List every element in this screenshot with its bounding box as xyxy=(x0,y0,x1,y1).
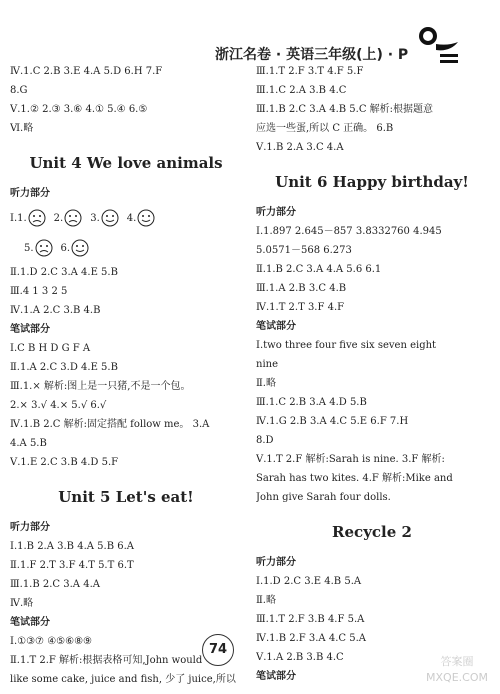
face-number: 4. xyxy=(126,212,137,224)
recycle2-title: Recycle 2 xyxy=(332,523,412,541)
header-title: 浙江名卷 · 英语三年级(上) · P xyxy=(215,47,409,63)
watermark: 答案圈 MXQE.COM xyxy=(426,655,488,684)
answer-line: Ⅲ.1.T 2.F 3.B 4.F 5.A xyxy=(256,614,365,625)
answer-line: Ⅰ.C B H D G F A xyxy=(10,343,91,354)
answer-line: 8.G xyxy=(10,85,28,96)
answer-line: John give Sarah four dolls. xyxy=(256,492,391,503)
answer-line: Ⅳ.1.G 2.B 3.A 4.C 5.E 6.F 7.H xyxy=(256,416,409,427)
answer-line: like some cake, juice and fish, 少了 juice,所以 xyxy=(10,674,236,685)
unit4-title: Unit 4 We love animals xyxy=(29,154,223,172)
happy-face-icon xyxy=(101,209,119,227)
answer-line: Ⅲ.1.B 2.C 3.A 4.A xyxy=(10,579,100,590)
answer-line: Ⅱ.1.D 2.C 3.A 4.E 5.B xyxy=(10,267,118,278)
answer-line: 应选一些蛋,所以 C 正确。 6.B xyxy=(256,123,394,134)
sad-face-icon xyxy=(64,209,82,227)
answer-line: Ⅰ.1.B 2.A 3.B 4.A 5.B 6.A xyxy=(10,541,134,552)
face-answer xyxy=(61,239,90,258)
page-number: 74 xyxy=(202,634,234,666)
answer-line: Ⅲ.1.C 2.B 3.A 4.D 5.B xyxy=(256,397,367,408)
answer-line: Ⅰ.①③⑦ ④⑤⑥⑧⑨ xyxy=(10,636,93,647)
answer-line: Ⅳ.1.B 2.F 3.A 4.C 5.A xyxy=(256,633,366,644)
answer-line: Ⅴ.1.E 2.C 3.B 4.D 5.F xyxy=(10,457,119,468)
sad-face-icon xyxy=(28,209,46,227)
answer-line: Ⅵ.略 xyxy=(10,123,34,134)
answer-line: Sarah has two kites. 4.F 解析:Mike and xyxy=(256,473,453,484)
answer-line: Ⅴ.1.B 2.A 3.C 4.A xyxy=(256,142,344,153)
unit6-title: Unit 6 Happy birthday! xyxy=(275,173,469,191)
answer-line: Ⅰ.1.897 2.645－857 3.8332760 4.945 xyxy=(256,226,442,237)
face-answer xyxy=(54,209,83,228)
written-label: 笔试部分 xyxy=(10,617,50,628)
face-answer xyxy=(90,209,119,228)
listening-label: 听力部分 xyxy=(256,207,296,218)
face-number: 6. xyxy=(60,242,71,254)
answer-line: Ⅴ.1.T 2.F 解析:Sarah is nine. 3.F 解析: xyxy=(256,454,445,465)
answer-line: Ⅳ.略 xyxy=(10,598,34,609)
answer-line: Ⅳ.1.T 2.T 3.F 4.F xyxy=(256,302,345,313)
answer-line: Ⅱ.略 xyxy=(256,595,276,606)
face-number: 3. xyxy=(90,212,100,224)
happy-face-icon xyxy=(71,239,89,257)
sad-face-icon xyxy=(35,239,53,257)
answer-line: 8.D xyxy=(256,435,274,446)
face-number: 2. xyxy=(53,212,64,224)
answer-line: Ⅱ.1.F 2.T 3.F 4.T 5.T 6.T xyxy=(10,560,134,571)
answer-line: Ⅳ.1.A 2.C 3.B 4.B xyxy=(10,305,101,316)
answer-line: Ⅳ.1.B 2.C 解析:固定搭配 follow me。 3.A xyxy=(10,419,210,430)
answer-line: Ⅲ.1.A 2.B 3.C 4.B xyxy=(256,283,347,294)
answer-line: Ⅰ.1.D 2.C 3.E 4.B 5.A xyxy=(256,576,362,587)
written-label: 笔试部分 xyxy=(256,671,296,682)
answer-line: Ⅱ.1.T 2.F 解析:根据表格可知,John would xyxy=(10,655,203,666)
unit5-title: Unit 5 Let's eat! xyxy=(58,488,194,506)
answer-line: Ⅱ.略 xyxy=(256,378,276,389)
answer-line: 5.0571－568 6.273 xyxy=(256,245,352,256)
written-label: 笔试部分 xyxy=(10,324,50,335)
answer-line: Ⅱ.1.B 2.C 3.A 4.A 5.6 6.1 xyxy=(256,264,382,275)
face-answer xyxy=(127,209,156,228)
right-column xyxy=(256,62,488,686)
written-label: 笔试部分 xyxy=(256,321,296,332)
answer-line: Ⅴ.1.② 2.③ 3.⑥ 4.① 5.④ 6.⑤ xyxy=(10,104,148,115)
happy-face-icon xyxy=(137,209,155,227)
face-number: 5. xyxy=(24,242,34,254)
listening-label: 听力部分 xyxy=(10,522,50,533)
answer-line: Ⅱ.1.A 2.C 3.D 4.E 5.B xyxy=(10,362,118,373)
face-answers xyxy=(10,233,242,263)
answer-line: nine xyxy=(256,359,278,370)
answer-line: 4.A 5.B xyxy=(10,438,47,449)
answer-line: Ⅲ.1.C 2.A 3.B 4.C xyxy=(256,85,347,96)
face-answer xyxy=(24,239,53,258)
left-column xyxy=(10,62,242,689)
answer-line: Ⅲ.4 1 3 2 5 xyxy=(10,286,68,297)
face-number: Ⅰ.1. xyxy=(10,212,27,224)
answer-line: Ⅳ.1.C 2.B 3.E 4.A 5.D 6.H 7.F xyxy=(10,66,163,77)
answer-line: 2.× 3.√ 4.× 5.√ 6.√ xyxy=(10,400,107,411)
face-answer xyxy=(10,209,46,228)
listening-label: 听力部分 xyxy=(256,557,296,568)
face-answers xyxy=(10,203,242,233)
answer-line: Ⅲ.1.B 2.C 3.A 4.B 5.C 解析:根据题意 xyxy=(256,104,434,115)
answer-line: Ⅴ.1.A 2.B 3.B 4.C xyxy=(256,652,344,663)
listening-label: 听力部分 xyxy=(10,188,50,199)
answer-line: Ⅲ.1.× 解析:图上是一只猪,不是一个包。 xyxy=(10,381,191,392)
answer-line: Ⅰ.two three four five six seven eight xyxy=(256,340,437,351)
answer-line: Ⅲ.1.T 2.F 3.T 4.F 5.F xyxy=(256,66,364,77)
